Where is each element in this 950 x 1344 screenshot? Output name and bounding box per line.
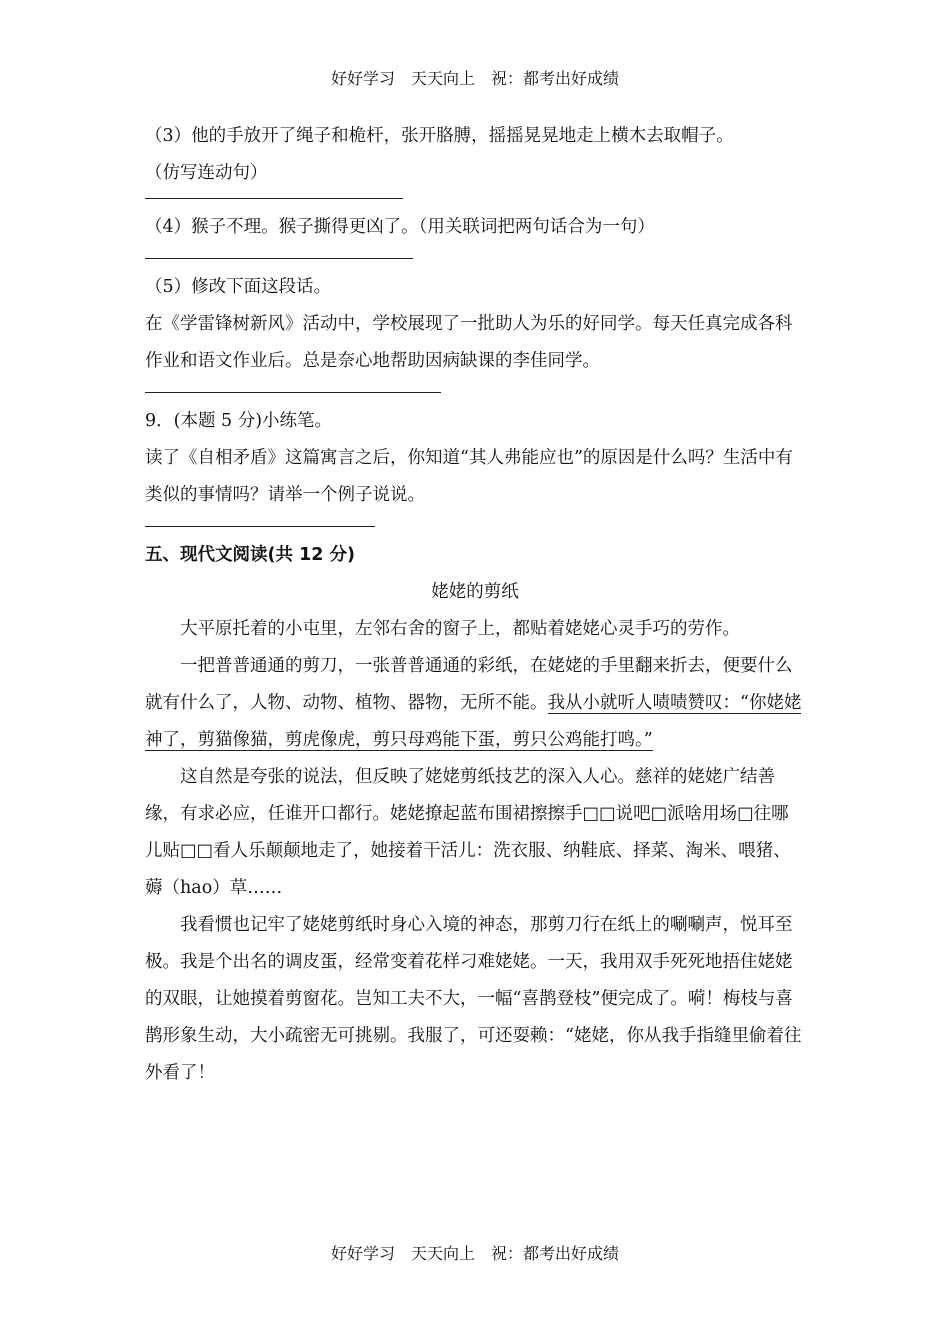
question-3-text: （3）他的手放开了绳子和桅杆，张开胳膊，摇摇晃晃地走上横木去取帽子。: [145, 126, 734, 146]
document-body: [145, 118, 805, 1092]
question-9-text: 读了《自相矛盾》这篇寓言之后，你知道“其人弗能应也”的原因是什么吗？生活中有类似的事情吗？请举一个例子说说。: [145, 448, 793, 505]
question-5-text: （5）修改下面这段话。: [145, 277, 332, 297]
article-paragraph-3: 这自然是夸张的说法，但反映了姥姥剪纸技艺的深入人心。慈祥的姥姥广结善缘，有求必应，任谁开口都行。姥姥撩起蓝布围裙擦擦手□□说吧□派啥用场□往哪儿贴□□看人乐颠颠地走了，她接着干活儿：洗衣服、纳鞋底、择菜、淘米、喂猪、薅（hao）草……: [145, 767, 791, 898]
question-5-passage: 在《学雷锋树新风》活动中，学校展现了一批助人为乐的好同学。每天任真完成各科作业和语文作业后。总是奈心地帮助因病缺课的李佳同学。: [145, 314, 793, 371]
answer-blank-5[interactable]: [145, 392, 441, 393]
page-footer: 好好学习 天天向上 祝：都考出好成绩: [330, 1244, 619, 1263]
article-paragraph-4: 我看惯也记牢了姥姥剪纸时身心入境的神态，那剪刀行在纸上的唰唰声，悦耳至极。我是个出名的调皮蛋，经常变着花样刁难姥姥。一天，我用双手死死地捂住姥姥的双眼，让她摸着剪窗花。岂知工夫不大，一幅“喜鹊登枝”便完成了。嗬！梅枝与喜鹊形象生动，大小疏密无可挑剔。我服了，可还耍赖：“姥姥，你从我手指缝里偷着往外看了！: [145, 915, 802, 1083]
underlined-sentence: 我从小就听人啧啧赞叹：“你姥姥神了，剪猫像猫，剪虎像虎，剪只母鸡能下蛋，剪只公鸡能打鸣。”: [145, 693, 802, 750]
answer-blank-4[interactable]: [145, 258, 413, 259]
article-title: 姥姥的剪纸: [431, 582, 519, 602]
section-5-title: 五、现代文阅读(共 12 分): [145, 545, 356, 565]
answer-blank-3[interactable]: [145, 198, 403, 199]
page-header: 好好学习 天天向上 祝：都考出好成绩: [330, 69, 619, 88]
article-paragraph-1: 大平原托着的小屯里，左邻右舍的窗子上，都贴着姥姥心灵手巧的劳作。: [180, 619, 740, 639]
question-9-title: 9．(本题 5 分)小练笔。: [145, 411, 333, 431]
question-3-hint: （仿写连动句）: [145, 163, 268, 183]
answer-blank-9[interactable]: [145, 526, 375, 527]
article-paragraph-2-text: 一把普普通通的剪刀，一张普普通通的彩纸，在姥姥的手里翻来折去，便要什么就有什么了，人物、动物、植物、器物，无所不能。: [145, 656, 793, 713]
article-paragraph-2: [145, 648, 805, 759]
question-4-text: （4）猴子不理。猴子撕得更凶了。（用关联词把两句话合为一句）: [145, 217, 655, 237]
